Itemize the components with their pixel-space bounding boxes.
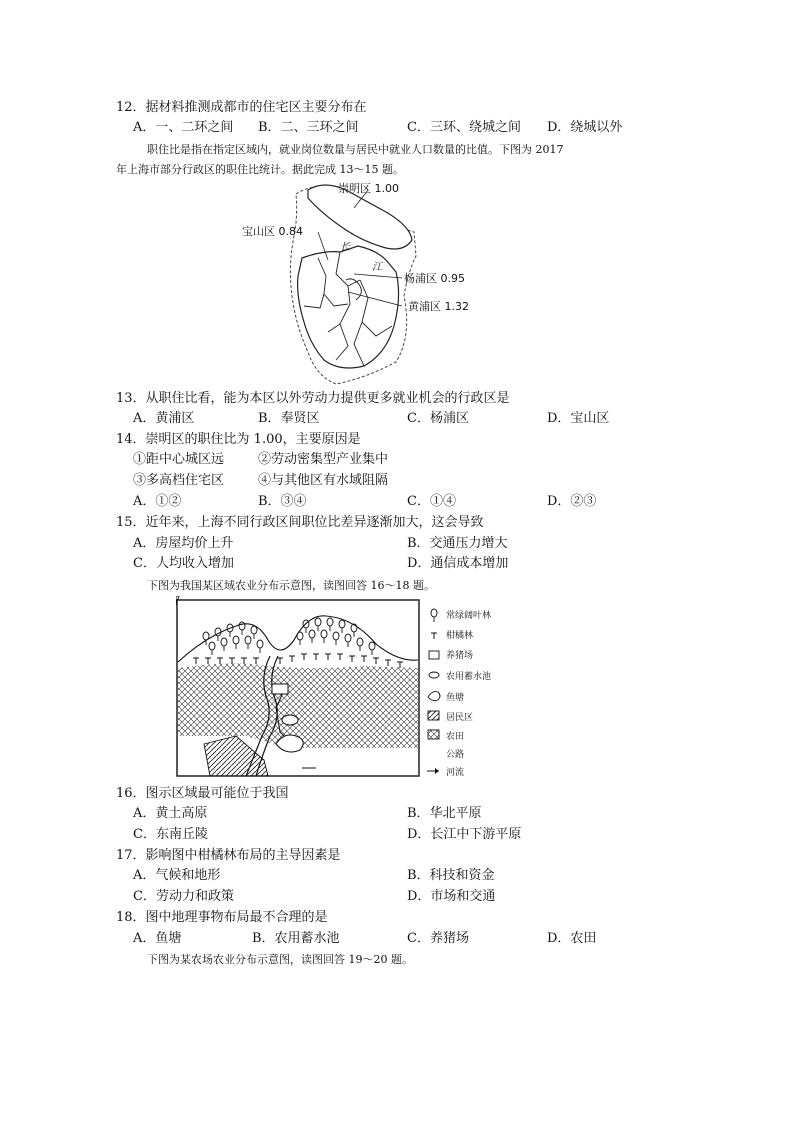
label-huangpu: 黄浦区 1.32	[408, 300, 469, 313]
q18-option-d: D．农田	[547, 931, 597, 946]
intro3-line: 下图为某农场农业分布示意图，读图回答 19～20 题。	[147, 953, 413, 966]
q16-option-b: B．华北平原	[407, 806, 482, 821]
q15-option-c: C．人均收入增加	[133, 556, 234, 571]
q17-option-d: D．市场和交通	[407, 889, 496, 904]
q13-option-b: B．奉贤区	[258, 411, 320, 426]
label-chongming: 崇明区 1.00	[338, 182, 399, 195]
q12-option-c: C．三环、绕城之间	[407, 120, 521, 135]
legend-road: 公路	[446, 750, 465, 760]
legend-fish-pond: 鱼塘	[446, 693, 465, 703]
label-chang: 长	[340, 242, 350, 253]
legend	[427, 609, 491, 778]
q12-stem: 12．据材料推测成都市的住宅区主要分布在	[116, 100, 367, 115]
q14-option-c: C．①④	[407, 494, 456, 509]
q14-item-1: ①距中心城区远	[133, 452, 225, 467]
q12-option-b: B．二、三环之间	[258, 120, 359, 135]
q16-option-d: D．长江中下游平原	[407, 827, 522, 842]
legend-evergreen: 常绿阔叶林	[446, 611, 492, 621]
legend-residential: 居民区	[446, 713, 474, 723]
q16-option-c: C．东南丘陵	[133, 827, 208, 842]
q14-option-a: A．①②	[133, 494, 182, 509]
label-yangpu: 杨浦区 0.95	[404, 272, 465, 285]
q13-option-d: D．宝山区	[547, 411, 610, 426]
q16-stem: 16．图示区域最可能位于我国	[116, 786, 289, 801]
q15-option-a: A．房屋均价上升	[133, 536, 234, 551]
label-baoshan: 宝山区 0.84	[242, 225, 303, 238]
q14-item-3: ③多高档住宅区	[133, 473, 225, 488]
q16-option-a: A．黄土高原	[133, 806, 208, 821]
pig-farm	[272, 684, 288, 694]
q17-option-c: C．劳动力和政策	[133, 889, 234, 904]
intro1-line2: 年上海市部分行政区的职住比统计。据此完成 13～15 题。	[116, 163, 404, 176]
q17-option-b: B．科技和资金	[407, 868, 495, 883]
reservoir	[282, 715, 298, 725]
q14-item-2: ②劳动密集型产业集中	[258, 452, 389, 467]
farmland-area	[178, 663, 418, 748]
legend-citrus: 柑橘林	[446, 631, 474, 641]
shanghai-map	[236, 176, 496, 388]
q17-stem: 17．影响图中柑橘林布局的主导因素是	[116, 848, 341, 863]
legend-farmland: 农田	[446, 732, 465, 742]
q17-option-a: A．气候和地形	[133, 868, 221, 883]
legend-reservoir: 农用蓄水池	[446, 672, 492, 682]
q18-option-c: C．养猪场	[407, 931, 469, 946]
intro1-line1: 职住比是指在指定区域内，就业岗位数量与居民中就业人口数量的比值。下图为 2017	[147, 143, 564, 156]
q14-item-4: ④与其他区有水域阻隔	[258, 473, 389, 488]
q12-option-d: D．绕城以外	[547, 120, 623, 135]
label-jiang: 江	[372, 262, 382, 273]
q13-stem: 13．从职住比看，能为本区以外劳动力提供更多就业机会的行政区是	[116, 391, 510, 406]
q13-option-c: C．杨浦区	[407, 411, 469, 426]
q15-option-b: B．交通压力增大	[407, 536, 508, 551]
legend-river: 河流	[446, 768, 465, 778]
legend-pig-farm: 养猪场	[446, 651, 474, 661]
intro2-line: 下图为我国某区域农业分布示意图，读图回答 16～18 题。	[147, 579, 435, 592]
q14-option-d: D．②③	[547, 494, 597, 509]
q18-option-b: B．农用蓄水池	[252, 931, 340, 946]
q15-option-d: D．通信成本增加	[407, 556, 509, 571]
q14-stem: 14．崇明区的职住比为 1.00，主要原因是	[116, 432, 361, 447]
q18-option-a: A．鱼塘	[133, 931, 182, 946]
agriculture-map	[176, 596, 506, 780]
q13-option-a: A．黄浦区	[133, 411, 195, 426]
q14-option-b: B．③④	[258, 494, 307, 509]
q12-option-a: A．一、二环之间	[133, 120, 234, 135]
q18-stem: 18．图中地理事物布局最不合理的是	[116, 910, 328, 925]
q15-stem: 15．近年来，上海不同行政区间职位比差异逐渐加大，这会导致	[116, 515, 484, 530]
